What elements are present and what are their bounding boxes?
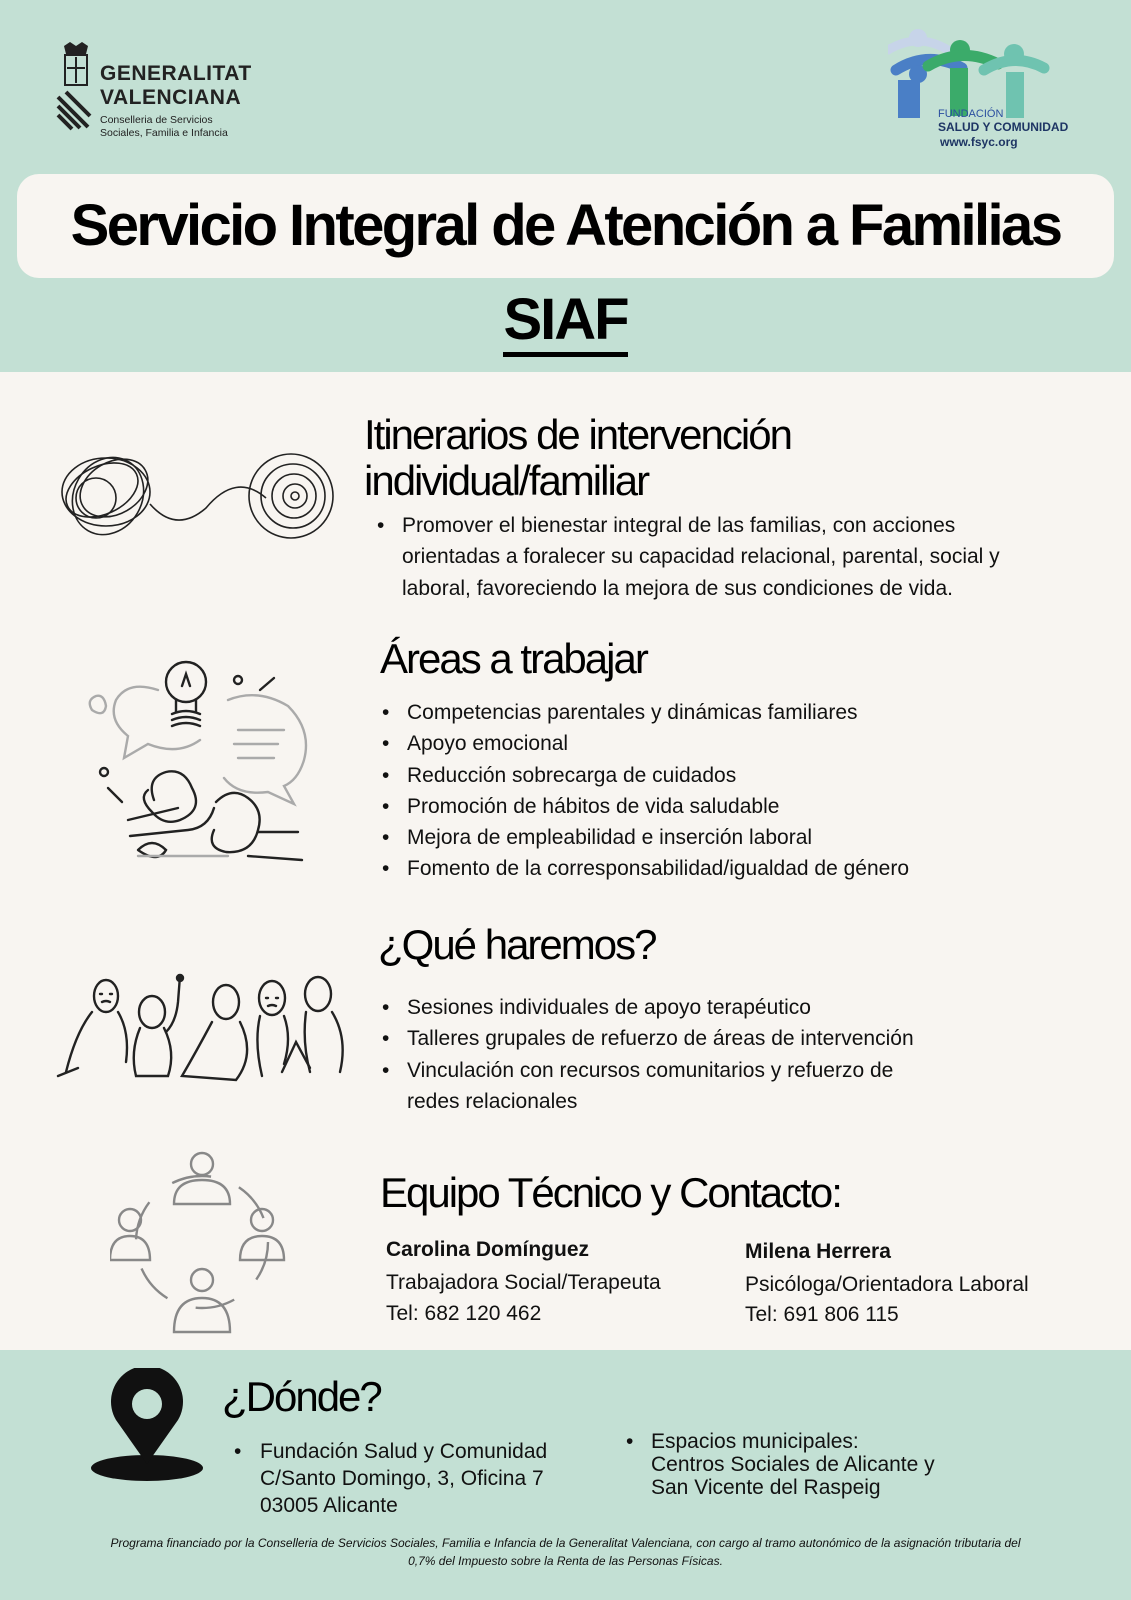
areas-title: Áreas a trabajar — [380, 635, 647, 682]
fsyc-url: www.fsyc.org — [940, 135, 1018, 149]
location-fsyc: Fundación Salud y Comunidad C/Santo Domingo, 3, Oficina 7 03005 Alicante — [260, 1440, 548, 1517]
list-item: • Sesiones individuales de apoyo terapéutico — [382, 992, 1102, 1023]
header-band — [0, 0, 1131, 372]
fsyc-line1: FUNDACIÓN — [938, 108, 1004, 120]
bullet-icon: • — [234, 1440, 242, 1463]
generalitat-emblem-icon — [56, 42, 96, 132]
contact-name: Carolina Domínguez — [386, 1238, 590, 1261]
page-title: Servicio Integral de Atención a Familias — [70, 193, 1061, 258]
list-item: • Fomento de la corresponsabilidad/igualdad de género — [382, 853, 1102, 884]
location-municipal: Espacios municipales: Centros Sociales de Alicante y San Vicente del Raspeig — [651, 1430, 935, 1499]
fsyc-line2: SALUD Y COMUNIDAD — [938, 120, 1069, 134]
contact-role: Trabajadora Social/Terapeuta — [386, 1271, 661, 1294]
list-item: • Reducción sobrecarga de cuidados — [382, 760, 1102, 791]
list-item: • Apoyo emocional — [382, 728, 1102, 759]
group-people-icon — [56, 972, 350, 1084]
itinerarios-title: Itinerarios de intervención individual/familiar — [364, 411, 791, 504]
footer-band — [0, 1350, 1131, 1600]
fsyc-people-icon — [888, 28, 1093, 118]
donde-title: ¿Dónde? — [222, 1373, 381, 1420]
contact-name: Milena Herrera — [745, 1240, 891, 1263]
list-item: • Mejora de empleabilidad e inserción laboral — [382, 822, 1102, 853]
conselleria-name: Conselleria de Servicios Sociales, Familia e Infancia — [100, 114, 228, 139]
contact-phone[interactable]: Tel: 682 120 462 — [386, 1302, 542, 1325]
list-item: • Competencias parentales y dinámicas familiares — [382, 697, 1102, 728]
list-item: • Promoción de hábitos de vida saludable — [382, 791, 1102, 822]
fsyc-logo — [888, 28, 1093, 154]
acronym-title — [0, 288, 1131, 352]
generalitat-name: GENERALITAT VALENCIANA — [100, 62, 252, 109]
acronym-text: SIAF — [503, 287, 627, 357]
equipo-title: Equipo Técnico y Contacto: — [380, 1169, 841, 1216]
contact-phone[interactable]: Tel: 691 806 115 — [745, 1303, 899, 1326]
que-haremos-list — [382, 992, 1102, 1117]
tangled-thread-icon — [56, 448, 344, 544]
areas-list — [382, 697, 1102, 885]
lightbulb-hands-icon — [88, 660, 328, 880]
generalitat-logo — [56, 42, 276, 146]
que-haremos-title: ¿Qué haremos? — [378, 921, 656, 968]
list-item: • Vinculación con recursos comunitarios y refuerzo de redes relacionales — [382, 1055, 1102, 1118]
contact-role: Psicóloga/Orientadora Laboral — [745, 1273, 1029, 1296]
team-circle-icon — [110, 1150, 294, 1334]
bullet-icon: • — [626, 1430, 634, 1453]
title-box — [17, 174, 1114, 278]
funding-disclaimer: Programa financiado por la Conselleria de Servicios Sociales, Familia e Infancia de la Generalitat Valenciana, con cargo al tramo autonómico de la asignación tributaria del 0,7% del Impuesto sobre la Renta de las Personas Físicas. — [110, 1536, 1021, 1568]
itinerarios-list — [377, 510, 1097, 604]
list-item: • Talleres grupales de refuerzo de áreas de intervención — [382, 1023, 1102, 1054]
location-pin-icon — [88, 1368, 206, 1484]
list-item: • Promover el bienestar integral de las familias, con acciones orientadas a foralecer su capacidad relacional, parental, social y laboral, favoreciendo la mejora de sus condiciones de vida. — [377, 510, 1097, 604]
